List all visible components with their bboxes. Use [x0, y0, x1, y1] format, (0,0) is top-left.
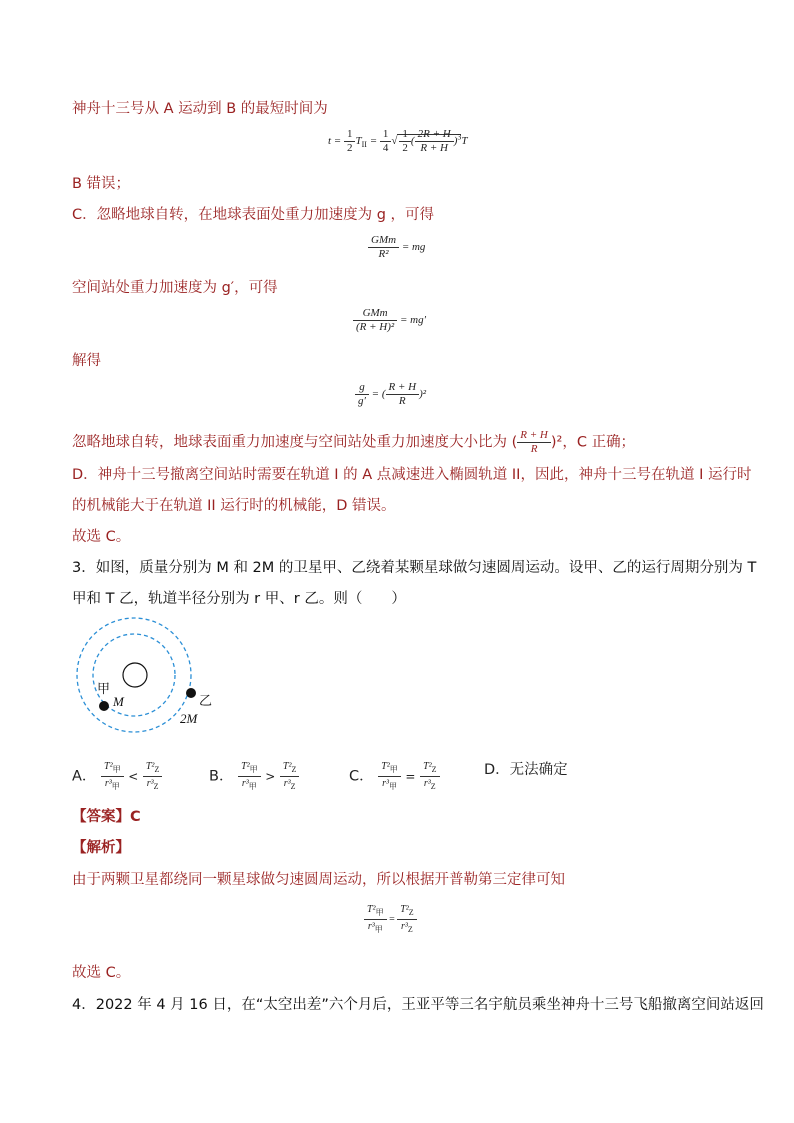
equation-kepler — [364, 903, 417, 936]
num: T² — [145, 761, 155, 772]
den: (R + H)² — [356, 321, 395, 333]
num: 1 — [344, 128, 356, 142]
fraction — [143, 760, 162, 793]
option-label: B． — [209, 768, 234, 785]
close-paren: )² — [419, 388, 427, 401]
fraction — [344, 128, 356, 155]
fraction — [380, 128, 392, 155]
den: R + H — [420, 142, 448, 154]
label-m1: M — [113, 694, 124, 709]
den: r³ — [104, 778, 112, 789]
subscript: 甲 — [249, 765, 258, 774]
fraction — [364, 903, 387, 936]
analysis-label: 【解析】 — [72, 840, 130, 856]
num: T² — [400, 904, 409, 915]
den: R — [530, 443, 538, 455]
rhs: = mg — [401, 241, 426, 254]
subscript: Z — [407, 925, 413, 934]
subscript: 甲 — [112, 765, 121, 774]
text-line: 神舟十三号从 A 运动到 B 的最短时间为 — [72, 101, 328, 117]
var-T: T — [355, 135, 362, 148]
subscript: Z — [153, 782, 159, 791]
num: T² — [423, 761, 432, 772]
text-line: 解得 — [72, 353, 101, 369]
fraction — [355, 381, 369, 408]
option-label: A． — [72, 768, 97, 785]
subscript: 甲 — [389, 765, 398, 774]
operator: = — [389, 913, 395, 925]
fraction — [368, 234, 399, 261]
num: g — [355, 381, 369, 395]
option-a — [72, 760, 162, 793]
subscript: 甲 — [375, 908, 384, 917]
question-4-line: 4．2022 年 4 月 16 日，在“太空出差”六个月后，王亚平等三名宇航员乘坐神舟十三号飞船撤离空间站返回 — [72, 997, 764, 1013]
label-jia: 甲 — [97, 682, 111, 697]
subscript: Z — [431, 765, 437, 774]
fraction — [517, 429, 551, 456]
subscript: 甲 — [111, 782, 120, 791]
fraction — [238, 760, 261, 793]
text-part: )²，C 正确； — [550, 434, 636, 451]
subscript: II — [361, 140, 367, 150]
num: 2R + H — [415, 128, 454, 142]
fraction — [420, 760, 439, 793]
equals: = ( — [371, 388, 386, 401]
subscript: Z — [290, 782, 296, 791]
den: r³ — [367, 921, 375, 932]
radicand: $\frac{1}{2}$ ( $\frac{2R + H}{R + H}$ )$^3$ — [397, 134, 461, 147]
fraction — [415, 128, 454, 155]
answer-label: 【答案】C — [72, 809, 141, 825]
option-label: C． — [349, 768, 374, 785]
subscript: 甲 — [374, 925, 383, 934]
den: r³ — [283, 778, 291, 789]
num: T² — [282, 761, 292, 772]
fraction — [386, 381, 420, 408]
text-line: 故选 C。 — [72, 965, 131, 981]
num: T² — [367, 904, 376, 915]
fraction — [399, 128, 411, 155]
power: 3 — [457, 132, 462, 142]
option-d: D．无法确定 — [484, 762, 568, 778]
fraction — [353, 307, 397, 334]
fraction — [280, 760, 299, 793]
num: GMm — [353, 307, 397, 321]
text-line: 故选 C。 — [72, 529, 131, 545]
den: R — [398, 395, 406, 407]
den: r³ — [423, 778, 431, 789]
option-c — [349, 760, 440, 793]
subscript: 甲 — [248, 782, 257, 791]
equals: = — [369, 135, 378, 148]
num: 1 — [399, 128, 411, 142]
text-line: C．忽略地球自转，在地球表面处重力加速度为 g ，可得 — [72, 207, 435, 223]
equation-time — [328, 128, 467, 155]
rhs: = mg′ — [399, 314, 426, 327]
operator: = — [405, 769, 416, 784]
question-3-line: 3．如图，质量分别为 M 和 2M 的卫星甲、乙绕着某颗星球做匀速圆周运动。设甲、乙的运行周期分别为 T — [72, 560, 757, 576]
equation-station — [353, 307, 426, 334]
question-3-line: 甲和 T 乙，轨道半径分别为 r 甲、r 乙。则（ ） — [72, 591, 406, 607]
subscript: Z — [291, 765, 297, 774]
num: GMm — [368, 234, 399, 248]
num: T² — [104, 761, 113, 772]
den: g′ — [358, 395, 366, 407]
satellite-jia — [99, 701, 109, 711]
text-part: 忽略地球自转，地球表面重力加速度与空间站处重力加速度大小比为 ( — [72, 434, 518, 451]
subscript: Z — [154, 765, 160, 774]
text-line — [72, 429, 635, 456]
den: 2 — [346, 142, 353, 154]
subscript: Z — [430, 782, 436, 791]
den: r³ — [146, 778, 154, 789]
option-b — [209, 760, 299, 793]
operator: < — [128, 769, 139, 784]
equation-ratio — [355, 381, 426, 408]
eq-lhs: t = — [328, 135, 342, 148]
sqrt-sign: √ — [391, 135, 398, 148]
text-line: 由于两颗卫星都绕同一颗星球做匀速圆周运动，所以根据开普勒第三定律可知 — [72, 872, 565, 888]
num: R + H — [386, 381, 420, 395]
label-yi: 乙 — [199, 694, 213, 709]
fraction — [378, 760, 401, 793]
var-T: T — [461, 135, 468, 148]
satellite-yi — [186, 688, 196, 698]
fraction — [397, 903, 416, 936]
text-line: 的机械能大于在轨道 II 运行时的机械能，D 错误。 — [72, 498, 396, 514]
label-m2: 2M — [180, 711, 198, 726]
den: R² — [378, 248, 389, 260]
equation-surface — [368, 234, 425, 261]
fraction — [101, 760, 124, 793]
den: 4 — [382, 142, 389, 154]
num: R + H — [517, 429, 551, 443]
den: 2 — [402, 142, 408, 154]
den: r³ — [382, 778, 389, 789]
den: r³ — [241, 778, 249, 789]
planet — [123, 663, 147, 687]
subscript: Z — [408, 908, 414, 917]
text-line: 空间站处重力加速度为 g′，可得 — [72, 280, 278, 296]
orbit-diagram — [70, 616, 230, 738]
num: T² — [381, 761, 390, 772]
num: T² — [241, 761, 250, 772]
text-line: D．神舟十三号撤离空间站时需要在轨道 I 的 A 点减速进入椭圆轨道 II，因此，神舟十三号在轨道 I 运行时 — [72, 467, 752, 483]
operator: > — [265, 769, 276, 784]
text-line: B 错误； — [72, 176, 131, 192]
den: r³ — [401, 921, 408, 932]
subscript: 甲 — [388, 782, 397, 791]
num: 1 — [380, 128, 392, 142]
